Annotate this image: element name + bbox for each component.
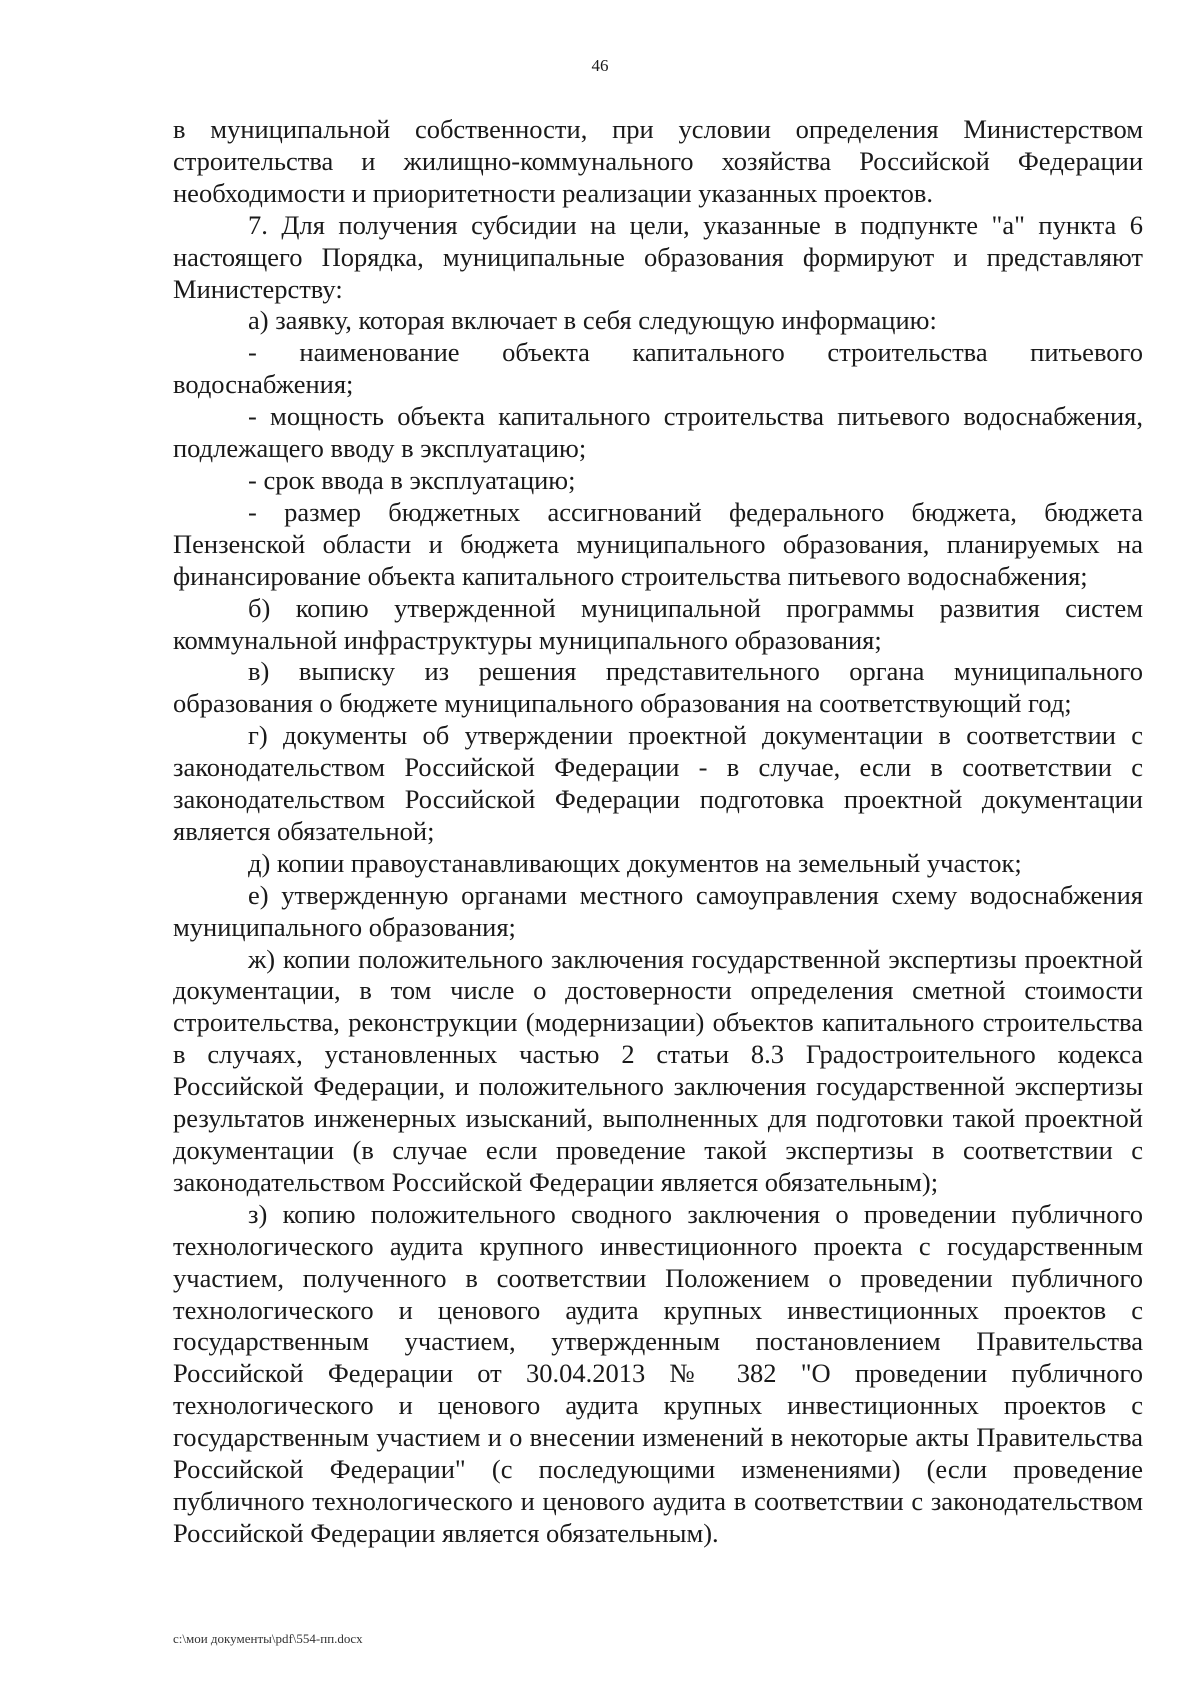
paragraph-item-7: 7. Для получения субсидии на цели, указанные в подпункте "а" пункта 6 настоящего Порядка, муниципальные образования формируют и представляют Министерству:	[173, 209, 1143, 304]
paragraph-subitem-a: а) заявку, которая включает в себя следующую информацию:	[248, 305, 937, 336]
page-number: 46	[591, 56, 609, 75]
paragraph-subitem-v: в) выписку из решения представительного органа муниципального образования о бюджете муниципального образования на соответствующий год;	[173, 656, 1143, 719]
paragraph-subitem-g: г) документы об утверждении проектной документации в соответствии с законодательством Российской Федерации - в случае, если в соответствии с законодательством Российской Федерации подготовка проектной документации является обязательной;	[173, 720, 1143, 846]
file-path-footer: c:\мои документы\pdf\554-пп.docx	[173, 1631, 363, 1646]
paragraph-dash-term: - срок ввода в эксплуатацию;	[248, 464, 576, 495]
paragraph-dash-budget: - размер бюджетных ассигнований федерального бюджета, бюджета Пензенской области и бюджета муниципального образования, планируемых на финансирование объекта капитального строительства питьевого водоснабжения;	[173, 496, 1143, 591]
paragraph-subitem-d: д) копии правоустанавливающих документов на земельный участок;	[248, 847, 1022, 878]
paragraph-subitem-z: з) копию положительного сводного заключения о проведении публичного технологического аудита крупного инвестиционного проекта с государственным участием, полученного в соответствии Положением о проведении публичного технологического и ценового аудита крупных инвестиционных проектов с государственным участием, утвержденным постановлением Правительства Российской Федерации от 30.04.2013 № 382 "О проведении публичного технологического и ценового аудита крупных инвестиционных проектов с государственным участием и о внесении изменений в некоторые акты Правительства Российской Федерации" (с последующими изменениями) (если проведение публичного технологического и ценового аудита в соответствии с законодательством Российской Федерации является обязательным).	[173, 1198, 1143, 1548]
document-body	[173, 114, 1143, 1550]
paragraph-dash-name: - наименование объекта капитального строительства питьевого водоснабжения;	[173, 337, 1143, 400]
paragraph-subitem-zh: ж) копии положительного заключения государственной экспертизы проектной документации, в том числе о достоверности определения сметной стоимости строительства, реконструкции (модернизации) объектов капитального строительства в случаях, установленных частью 2 статьи 8.3 Градостроительного кодекса Российской Федерации, и положительного заключения государственной экспертизы результатов инженерных изысканий, выполненных для подготовки такой проектной документации (в случае если проведение такой экспертизы в соответствии с законодательством Российской Федерации является обязательным);	[173, 943, 1143, 1197]
paragraph-dash-capacity: - мощность объекта капитального строительства питьевого водоснабжения, подлежащего вводу в эксплуатацию;	[173, 401, 1143, 464]
paragraph-subitem-b: б) копию утвержденной муниципальной программы развития систем коммунальной инфраструктуры муниципального образования;	[173, 592, 1143, 655]
paragraph-continuation: в муниципальной собственности, при условии определения Министерством строительства и жилищно-коммунального хозяйства Российской Федерации необходимости и приоритетности реализации указанных проектов.	[173, 114, 1143, 208]
paragraph-subitem-e: е) утвержденную органами местного самоуправления схему водоснабжения муниципального образования;	[173, 879, 1143, 942]
